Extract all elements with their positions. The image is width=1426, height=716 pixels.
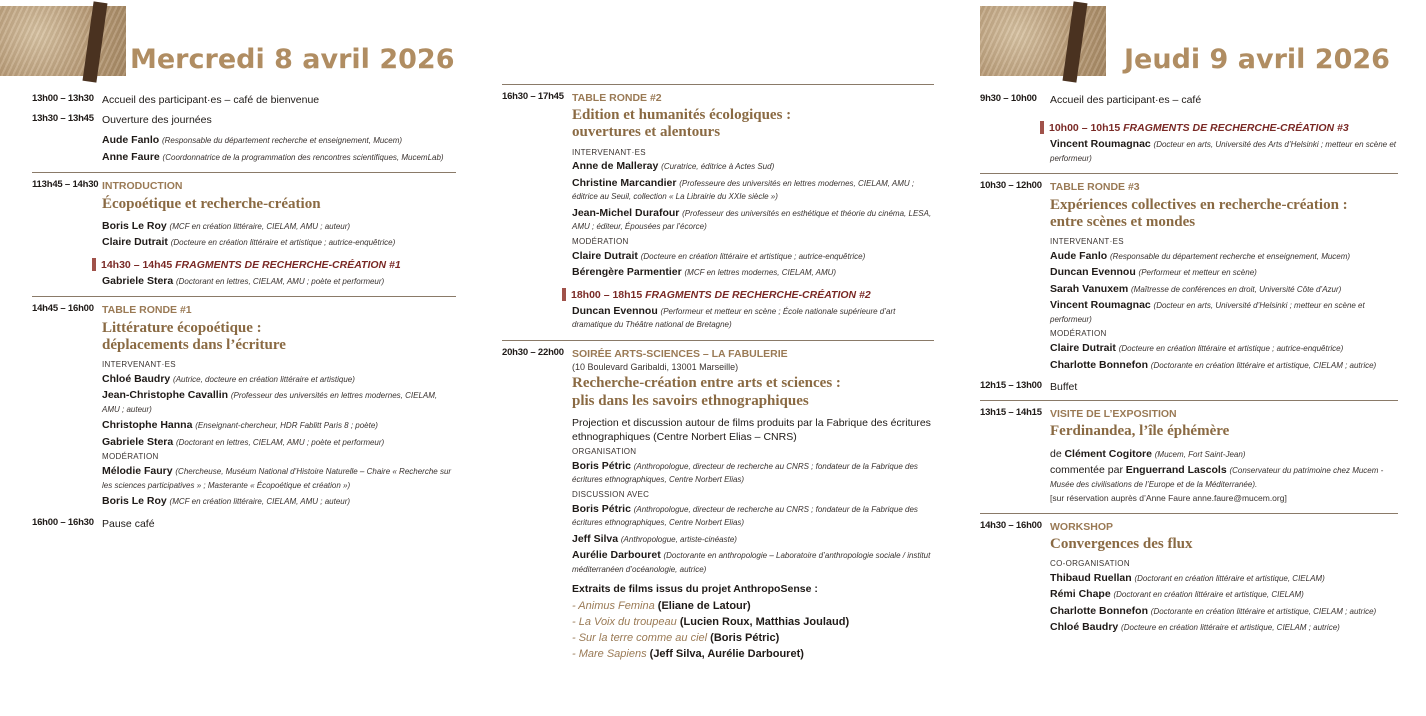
subheading: MODÉRATION [102,452,159,462]
subheading: INTERVENANT·ES [572,147,646,157]
schedule-item-welcome [980,93,1398,167]
speaker: Vincent Roumagnac (Docteur en arts, Université d’Helsinki ; metteur en scène et performeur) [1050,299,1365,324]
schedule-item-welcome [32,93,456,107]
session-workshop [980,513,1398,637]
speaker: Boris Pétric (Anthropologue, directeur de recherche au CNRS ; fondateur de la Fabrique des écritures ethnographiques, Centre Norbert Elias) [572,502,918,528]
session-title: Recherche-création entre arts et sciences : plis dans les savoirs ethnographiques [572,375,841,409]
speaker: Duncan Evennou (Performeur et metteur en scène ; École nationale supérieure d’art dramatique du Théâtre national de Bretagne) [572,304,896,330]
speaker: Gabriele Stera (Doctorant en lettres, CIELAM, AMU ; poète et performeur) [102,274,385,287]
session-table-ronde-2 [502,84,934,334]
subheading: ORGANISATION [572,447,637,457]
guide: commentée par Enguerrand Lascols (Conservateur du patrimoine chez Mucem - Musée des civilisations de l’Europe et de la Méditerranée). [1050,464,1384,489]
moderator: Bérengère Parmentier (MCF en lettres modernes, CIELAM, AMU) [572,266,837,279]
speaker: Duncan Evennou (Performeur et metteur en scène) [1050,266,1257,279]
subheading: INTERVENANT·ES [102,360,176,370]
speaker: Anne Faure (Coordonnatrice de la programmation des rencontres scientifiques, MucemLab) [102,150,444,163]
session-tag: TABLE RONDE #2 [572,92,662,104]
item-label: Buffet [1050,381,1078,394]
schedule-item-pause [32,517,456,531]
schedule-item-opening [32,113,456,166]
time-slot: 9h30 – 10h00 [980,93,1037,104]
session-tag: WORKSHOP [1050,520,1113,533]
session-table-ronde-1 [32,296,456,510]
day1-continued-column [502,84,934,663]
speaker: Claire Dutrait (Docteure en création littéraire et artistique ; autrice-enquêtrice) [102,236,396,249]
time-slot: 14h30 – 16h00 [980,519,1042,531]
session-tag: TABLE RONDE #1 [102,304,192,317]
speaker: Christine Marcandier (Professeure des universités en lettres modernes, CIELAM, AMU ; éditrice au Seuil, collection « La Librairie du XXIe siècle ») [572,176,915,202]
time-slot: 13h30 – 13h45 [32,113,94,125]
speaker: Sarah Vanuxem (Maîtresse de conférences en droit, Université Côte d’Azur) [1050,282,1342,295]
reservation-note: [sur réservation auprès d’Anne Faure anne.faure@mucem.org] [1050,493,1287,504]
time-slot: 113h45 – 14h30 [32,179,99,191]
venue-address: (10 Boulevard Garibaldi, 13001 Marseille) [572,362,739,373]
session-title: Ferdinandea, l’île éphémère [1050,423,1230,440]
decorative-texture-image [980,6,1106,76]
day1-column [32,93,456,531]
session-title: Littérature écopoétique : déplacements dans l’écriture [102,319,286,353]
films-heading: Extraits de films issus du projet AnthropoSense : [572,583,818,596]
time-slot: 12h15 – 13h00 [980,380,1042,392]
time-slot: 13h00 – 13h30 [32,93,94,104]
schedule-item-buffet [980,380,1398,394]
fragments-marker: 18h00 – 18h15 FRAGMENTS DE RECHERCHE-CRÉATION #2 [562,288,934,302]
subheading: MODÉRATION [1050,329,1107,339]
moderator: Charlotte Bonnefon (Doctorante en création littéraire et artistique, CIELAM ; autrice) [1050,358,1377,371]
speaker: Christophe Hanna (Enseignant-chercheur, HDR Fablitt Paris 8 ; poète) [102,419,378,432]
speaker: Jean-Michel Durafour (Professeur des universités en esthétique et théorie du cinéma, LESA, AMU ; éditeur, Épousées par l’écorce) [572,206,932,232]
fragments-marker: 14h30 – 14h45 FRAGMENTS DE RECHERCHE-CRÉATION #1 [92,258,456,272]
session-description: Projection et discussion autour de films produits par la Fabrique des écritures ethnographiques (Centre Norbert Elias – CNRS) [572,416,931,443]
day2-title: Jeudi 9 avril 2026 [1124,44,1390,75]
session-title: Expériences collectives en recherche-création : entre scènes et mondes [1050,196,1348,230]
moderator: Claire Dutrait (Docteure en création littéraire et artistique ; autrice-enquêtrice) [1050,342,1344,355]
session-tag: INTRODUCTION [102,180,183,193]
time-slot: 16h30 – 17h45 [502,91,564,102]
session-tag: SOIRÉE ARTS-SCIENCES – LA FABULERIE [572,347,788,360]
speaker: Aurélie Darbouret (Doctorante en anthropologie – Laboratoire d’anthropologie sociale / institut méditerranéen d’océanologie, autrice) [572,549,931,574]
day1-title: Mercredi 8 avril 2026 [130,44,455,75]
film-item: - Animus Femina (Eliane de Latour) [572,600,751,613]
speaker: Aude Fanlo (Responsable du département recherche et enseignement, Mucem) [102,134,403,147]
speaker: Jean-Christophe Cavallin (Professeur des universités en lettres modernes, CIELAM, AMU ; auteur) [102,389,438,414]
speaker: Vincent Roumagnac (Docteur en arts, Université des Arts d’Helsinki ; metteur en scène et performeur) [1050,138,1396,163]
fragments-marker: 10h00 – 10h15 FRAGMENTS DE RECHERCHE-CRÉATION #3 [1040,121,1398,135]
session-introduction [32,172,456,290]
moderator: Claire Dutrait (Docteure en création littéraire et artistique ; autrice-enquêtrice) [572,249,866,262]
organizer: Thibaud Ruellan (Doctorant en création littéraire et artistique, CIELAM) [1050,571,1325,584]
item-label: Ouverture des journées [102,114,212,127]
film-item: - Sur la terre comme au ciel (Boris Pétric) [572,632,780,645]
speaker: Chloé Baudry (Autrice, docteure en création littéraire et artistique) [102,372,355,385]
session-exposition [980,400,1398,506]
session-table-ronde-3 [980,173,1398,374]
time-slot: 16h00 – 16h30 [32,516,94,528]
session-title: Écopoétique et recherche-création [102,195,321,212]
speaker: Jeff Silva (Anthropologue, artiste-cinéaste) [572,532,737,545]
film-item: - La Voix du troupeau (Lucien Roux, Matthias Joulaud) [572,616,850,629]
subheading: CO-ORGANISATION [1050,559,1130,569]
artist: de Clément Cogitore (Mucem, Fort Saint-Jean) [1050,447,1246,460]
organizer: Charlotte Bonnefon (Doctorante en création littéraire et artistique, CIELAM ; autrice) [1050,604,1377,617]
item-label: Accueil des participant·es – café [1050,94,1202,106]
film-item: - Mare Sapiens (Jeff Silva, Aurélie Darbouret) [572,647,804,660]
subheading: DISCUSSION AVEC [572,489,650,499]
moderator: Boris Le Roy (MCF en création littéraire, CIELAM, AMU ; auteur) [102,495,351,508]
time-slot: 14h45 – 16h00 [32,303,94,315]
organizer: Boris Pétric (Anthropologue, directeur de recherche au CNRS ; fondateur de la Fabrique des écritures ethnographiques, Centre Norbert Elias) [572,459,918,485]
speaker: Anne de Malleray (Curatrice, éditrice à Actes Sud) [572,160,775,173]
time-slot: 13h15 – 14h15 [980,407,1042,419]
session-title: Convergences des flux [1050,535,1193,552]
day2-column [980,93,1398,637]
time-slot: 20h30 – 22h00 [502,346,564,358]
item-label: Accueil des participant·es – café de bienvenue [102,94,320,106]
session-tag: TABLE RONDE #3 [1050,181,1140,194]
session-title: Edition et humanités écologiques : ouvertures et alentours [572,107,792,141]
day2-header [980,6,1400,76]
moderator: Mélodie Faury (Chercheuse, Muséum National d’Histoire Naturelle – Chaire « Recherche sur les sciences participatives » ; Masterante « Écopoétique et création ») [102,465,452,490]
subheading: MODÉRATION [572,236,629,246]
organizer: Chloé Baudry (Docteure en création littéraire et artistique, CIELAM ; autrice) [1050,621,1340,634]
organizer: Rémi Chape (Doctorant en création littéraire et artistique, CIELAM) [1050,588,1304,601]
session-tag: VISITE DE L’EXPOSITION [1050,408,1177,421]
decorative-texture-image [0,6,126,76]
speaker: Boris Le Roy (MCF en création littéraire, CIELAM, AMU ; auteur) [102,219,351,232]
session-soiree-arts-sciences [502,340,934,663]
speaker: Aude Fanlo (Responsable du département recherche et enseignement, Mucem) [1050,249,1351,262]
item-label: Pause café [102,517,155,530]
speaker: Gabriele Stera (Doctorant en lettres, CIELAM, AMU ; poète et performeur) [102,435,385,448]
time-slot: 10h30 – 12h00 [980,180,1042,192]
subheading: INTERVENANT·ES [1050,237,1124,247]
day1-header [0,6,460,76]
